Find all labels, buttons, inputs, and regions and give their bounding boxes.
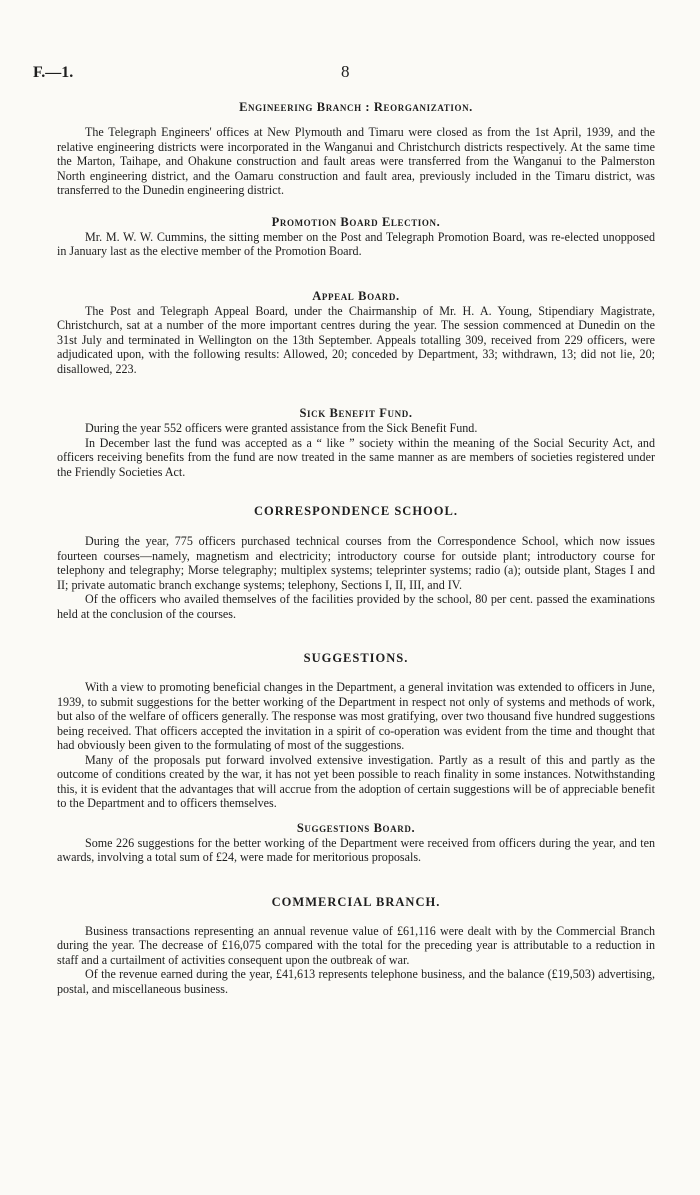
section-heading-appeal-board: Appeal Board. bbox=[312, 288, 400, 303]
section-heading-sick-benefit-fund: Sick Benefit Fund. bbox=[299, 406, 413, 420]
paragraph: The Post and Telegraph Appeal Board, under the Chairmanship of Mr. H. A. Young, Stipendiary Magistrate, Christchurch, sat at a number of the more important centres during the year. The session commenced at Dunedin on the 31st July and terminated in Wellington on the 13th September. Appeals totalling 309, received from 229 officers, were adjudicated upon, with the following results: Allowed, 20; conceded by Department, 33; withdrawn, 13; did not lie, 20; disallowed, 223. bbox=[57, 303, 655, 376]
paragraph: Some 226 suggestions for the better working of the Department were received from officers during the year, and ten awards, involving a total sum of £24, were made for meritorious proposals. bbox=[57, 835, 655, 864]
section-heading-suggestions: SUGGESTIONS. bbox=[303, 651, 409, 665]
document-reference: F.—1. bbox=[33, 64, 74, 81]
paragraph: During the year, 775 officers purchased technical courses from the Correspondence School, which now issues fourteen courses—namely, magnetism and electricity; introductory course for outside plant; introductory course for telephony and telegraphy; Morse telegraphy; multiplex systems; teleprinter systems; radio (a); outside plant, Stages I and II; private automatic branch exchange systems; telephony, Sections I, II, III, and IV. bbox=[57, 534, 655, 592]
page-number: 8 bbox=[341, 62, 350, 81]
section-heading-promotion-board: Promotion Board Election. bbox=[271, 214, 441, 229]
page-body bbox=[57, 100, 655, 996]
paragraph: Of the revenue earned during the year, £41,613 represents telephone business, and the balance (£19,503) advertising, postal, and miscellaneous business. bbox=[57, 967, 655, 996]
paragraph: Of the officers who availed themselves of the facilities provided by the school, 80 per cent. passed the examinations held at the conclusion of the courses. bbox=[57, 592, 655, 621]
paragraph: Many of the proposals put forward involved extensive investigation. Partly as a result of this and partly as the outcome of conditions created by the war, it has not yet been possible to reach finality in some instances. Notwithstanding this, it is evident that the advantages that will accrue from the adoption of certain suggestions will be of appreciable benefit to the Department and to officers themselves. bbox=[57, 752, 655, 810]
section-heading-engineering-branch: Engineering Branch : Reorganization. bbox=[239, 100, 473, 114]
paragraph: During the year 552 officers were granted assistance from the Sick Benefit Fund. bbox=[85, 421, 478, 435]
paragraph: In December last the fund was accepted as a “ like ” society within the meaning of the Social Security Act, and officers receiving benefits from the fund are now treated in the same manner as are members of societies registered under the Friendly Societies Act. bbox=[57, 435, 655, 479]
paragraph: With a view to promoting beneficial changes in the Department, a general invitation was extended to officers in June, 1939, to submit suggestions for the better working of the Department in respect not only of systems and methods of work, but also of the welfare of officers generally. The response was most gratifying, over two thousand five hundred suggestions being received. That officers accepted the invitation in a spirit of co-operation was evident from the time and thought that had obviously been given to the formulating of most of the suggestions. bbox=[57, 680, 655, 752]
paragraph: Mr. M. W. W. Cummins, the sitting member on the Post and Telegraph Promotion Board, was re-elected unopposed in January last as the elective member of the Promotion Board. bbox=[57, 229, 655, 258]
paragraph: The Telegraph Engineers' offices at New Plymouth and Timaru were closed as from the 1st April, 1939, and the relative engineering districts were incorporated in the Wanganui and Christchurch districts respectively. At the same time the Marton, Taihape, and Ohakune construction and fault areas were transferred from the Wanganui to the Palmerston North engineering district, and the Oamaru construction and fault area, previously included in the Timaru district, was transferred to the Dunedin engineering district. bbox=[57, 125, 655, 197]
paragraph: Business transactions representing an annual revenue value of £61,116 were dealt with by the Commercial Branch during the year. The decrease of £16,075 compared with the total for the preceding year is attributable to a reduction in staff and a curtailment of activities consequent upon the outbreak of war. bbox=[57, 923, 655, 967]
section-heading-correspondence-school: CORRESPONDENCE SCHOOL. bbox=[254, 504, 458, 518]
section-heading-suggestions-board: Suggestions Board. bbox=[296, 820, 416, 835]
section-heading-commercial-branch: COMMERCIAL BRANCH. bbox=[271, 894, 441, 909]
